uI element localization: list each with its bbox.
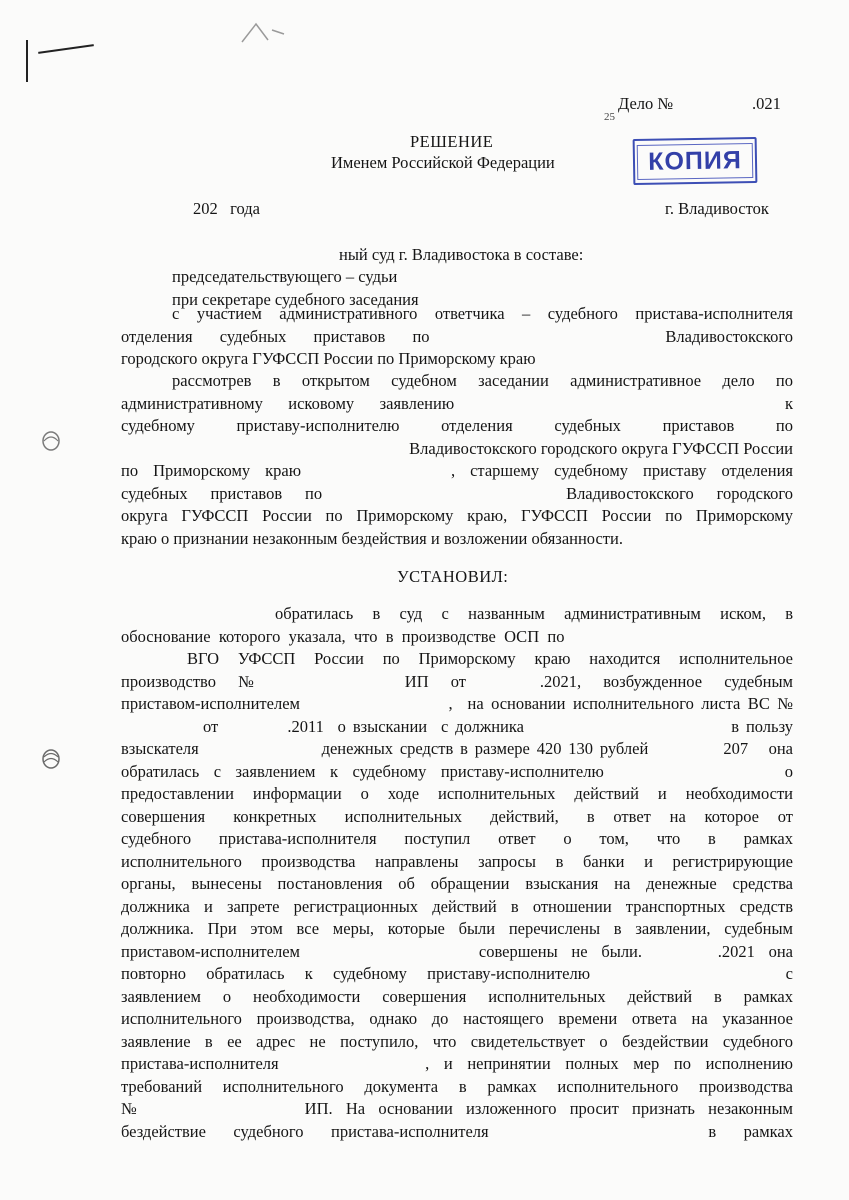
presiding-judge: председательствующего – судьи [172,267,398,286]
established-paragraph [121,603,793,1143]
text-line: органы, вынесены постановления об обращении взыскания на денежные средства [121,874,793,893]
text-line: исполнительного производства, однако до настоящего времени ответа на указанное [121,1009,793,1028]
case-number-label: Дело № [618,94,674,113]
text-line: № ИП. На основании изложенного просит признать незаконным [121,1099,793,1118]
text-line: городского округа ГУФССП России по Приморскому краю [121,349,536,368]
punch-hole-top [40,428,62,454]
text-line: совершения конкретных исполнительных действий, в ответ на которое от [121,806,793,826]
decision-city: г. Владивосток [665,199,769,218]
text-line: судебных приставов по Владивостокского городского [121,483,793,503]
document-subtitle: Именем Российской Федерации [331,153,555,172]
text-line: ВГО УФССП России по Приморскому краю находится исполнительное [187,649,793,668]
text-line: судебного пристава-исполнителя поступил ответ о том, что в рамках [121,829,793,848]
text-line: обоснование которого указала, что в производстве ОСП по [121,626,565,646]
considering-paragraph [121,370,793,550]
text-line: судебному приставу-исполнителю отделения судебных приставов по [121,416,793,435]
text-line: рассмотрев в открытом судебном заседании административное дело по [172,371,793,390]
text-line: обратилась в суд с названным административным иском, в [275,604,793,623]
copy-stamp [633,137,758,185]
case-number-suffix: .021 [752,94,781,113]
case-sub-number: 25 [604,111,615,123]
text-line: предоставлении информации о ходе исполнительных действий и необходимости [121,784,793,803]
text-line: административному исковому заявлению к [121,393,793,413]
participation-paragraph [121,303,793,371]
margin-mark-vertical [26,40,28,82]
text-line: заявлением о необходимости совершения исполнительных действий в рамках [121,986,793,1006]
text-line: с участием административного ответчика – судебного пристава-исполнителя [172,304,793,323]
text-line: приставом-исполнителем совершены не были. .2021 она [121,941,793,961]
text-line: отделения судебных приставов по Владивостокского [121,326,793,346]
decision-date: 202 года [193,199,260,218]
text-line: обратилась с заявлением к судебному приставу-исполнителю о [121,761,793,781]
court-composition: ный суд г. Владивостока в составе: [339,245,584,264]
text-line: по Приморскому краю , старшему судебному приставу отделения [121,461,793,480]
copy-stamp-text: КОПИЯ [637,142,753,179]
text-line: бездействие судебного пристава-исполнителя в рамках [121,1121,793,1141]
text-line: должника. При этом все меры, которые были перечислены в заявлении, судебным [121,919,793,938]
section-title-established: УСТАНОВИЛ: [397,567,509,586]
text-line: приставом-исполнителем , на основании исполнительного листа ВС № [121,694,793,713]
text-line: краю о признании незаконным бездействия и возложении обязанности. [121,528,623,548]
text-line: должника и запрете регистрационных действий в отношении транспортных средств [121,896,793,916]
text-line: от .2011 о взыскании с должника в пользу [203,716,793,736]
text-line: Владивостокского городского округа ГУФССП России [260,438,793,458]
punch-hole-bottom [40,746,62,772]
text-line: округа ГУФССП России по Приморскому краю, ГУФССП России по Приморскому [121,506,793,525]
text-line: взыскателя денежных средств в размере 420 130 рублей 207 она [121,739,793,758]
court-secretary: при секретаре судебного заседания [172,290,419,309]
document-title: РЕШЕНИЕ [410,132,494,151]
corner-scribble [238,16,288,46]
text-line: исполнительного производства направлены запросы в банки и регистрирующие [121,851,793,871]
text-line: пристава-исполнителя , и непринятии полных мер по исполнению [121,1054,793,1073]
text-line: производство № ИП от .2021, возбужденное судебным [121,671,793,691]
text-line: повторно обратилась к судебному приставу-исполнителю с [121,964,793,983]
text-line: требований исполнительного документа в рамках исполнительного производства [121,1076,793,1096]
text-line: заявление в ее адрес не поступило, что свидетельствует о бездействии судебного [121,1031,793,1051]
